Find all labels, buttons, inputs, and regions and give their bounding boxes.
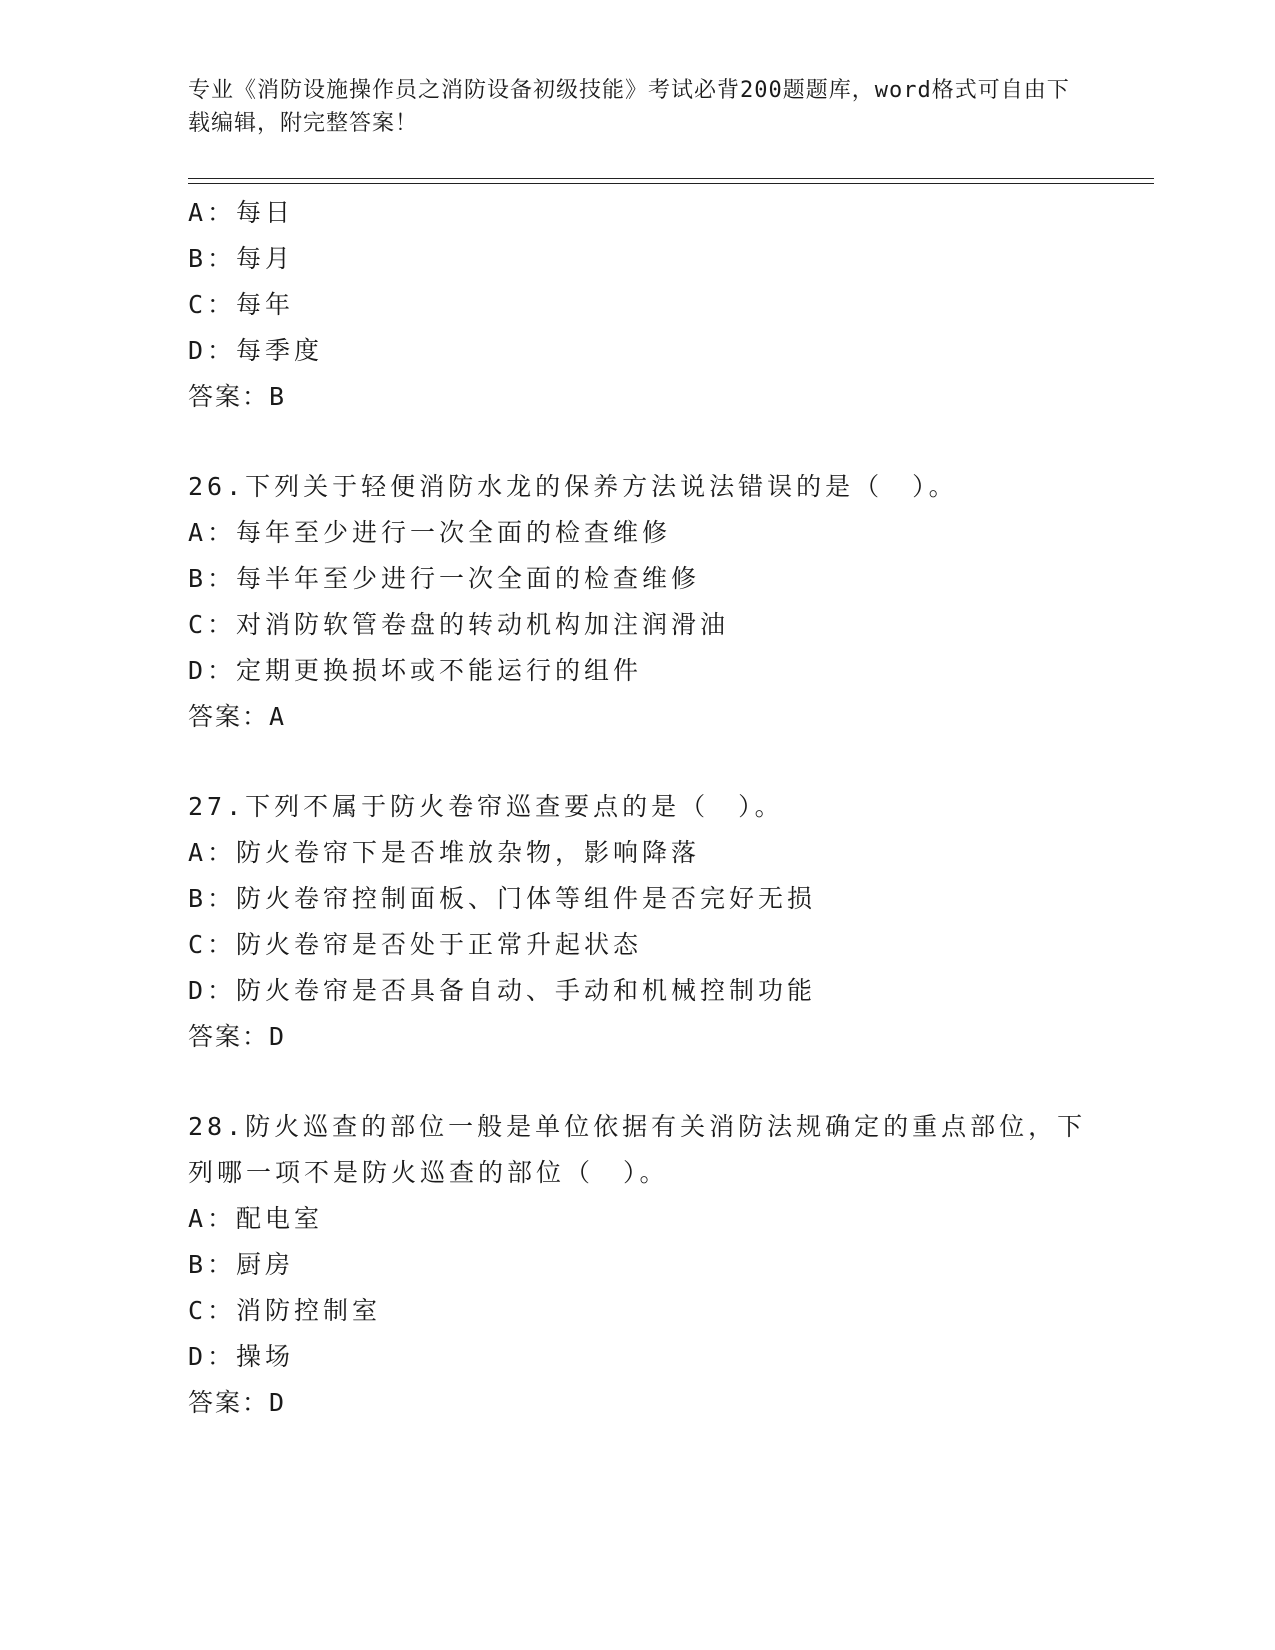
question-text: 28.防火巡查的部位一般是单位依据有关消防法规确定的重点部位，下列哪一项不是防火巡查的部位（ ）。: [188, 1112, 1087, 1187]
option-c: C：消防控制室: [188, 1296, 382, 1325]
document-header: 专业《消防设施操作员之消防设备初级技能》考试必背200题题库，word格式可自由下载编辑，附完整答案！: [188, 78, 1070, 136]
answer: 答案：A: [188, 702, 287, 731]
question-text: 27.下列不属于防火卷帘巡查要点的是（ ）。: [188, 792, 784, 821]
option-c: C：每年: [188, 290, 295, 319]
question-list: [188, 190, 1088, 1426]
header-divider-top: [188, 178, 1154, 179]
question-block-prev: [188, 190, 1088, 420]
option-b: B：每半年至少进行一次全面的检查维修: [188, 564, 701, 593]
question-block-27: [188, 784, 1088, 1060]
question-block-26: [188, 464, 1088, 740]
header-divider-bottom: [188, 183, 1154, 184]
question-text: 26.下列关于轻便消防水龙的保养方法说法错误的是（ ）。: [188, 472, 958, 501]
option-d: D：每季度: [188, 336, 324, 365]
question-block-28: [188, 1104, 1088, 1426]
answer: 答案：D: [188, 1022, 287, 1051]
answer: 答案：B: [188, 382, 287, 411]
option-c: C：防火卷帘是否处于正常升起状态: [188, 930, 643, 959]
option-a: A：每年至少进行一次全面的检查维修: [188, 518, 672, 547]
option-b: B：厨房: [188, 1250, 295, 1279]
option-d: D：定期更换损坏或不能运行的组件: [188, 656, 643, 685]
option-a: A：防火卷帘下是否堆放杂物，影响降落: [188, 838, 701, 867]
answer: 答案：D: [188, 1388, 287, 1417]
option-a: A：配电室: [188, 1204, 324, 1233]
option-a: A：每日: [188, 198, 295, 227]
option-d: D：防火卷帘是否具备自动、手动和机械控制功能: [188, 976, 817, 1005]
option-b: B：每月: [188, 244, 295, 273]
option-d: D：操场: [188, 1342, 295, 1371]
option-c: C：对消防软管卷盘的转动机构加注润滑油: [188, 610, 730, 639]
option-b: B：防火卷帘控制面板、门体等组件是否完好无损: [188, 884, 817, 913]
